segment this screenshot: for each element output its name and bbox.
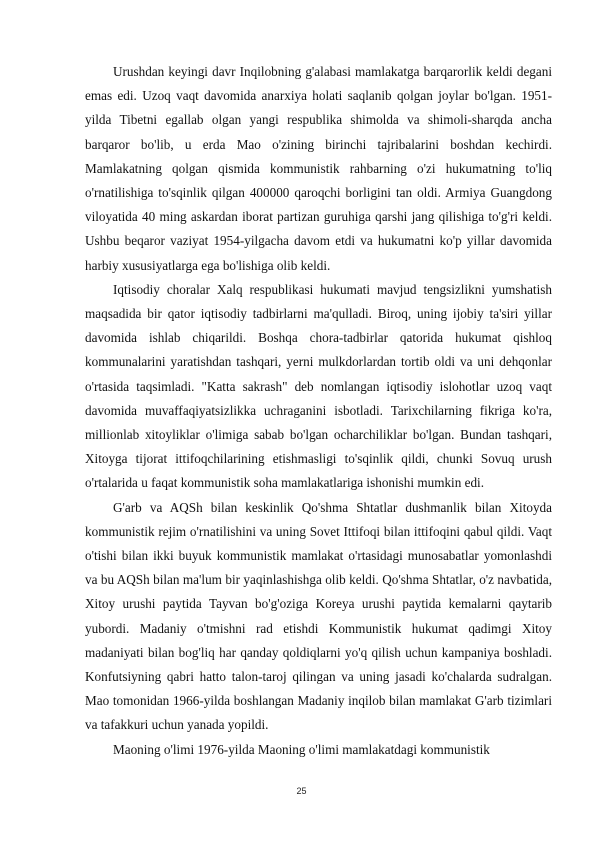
paragraph-post-war-instability: Urushdan keyingi davr Inqilobning g'alabasi mamlakatga barqarorlik keldi degani emas edi. Uzoq vaqt davomida anarxiya holati saqlanib qolgan joylar bo'lgan. 1951-yilda Tibetni egallab olgan yangi respublika shimolda va shimoli-sharqda ancha barqaror bo'lib, u erda Mao o'zining birinchi tajribalarini boshdan kechirdi. Mamlakatning qolgan qismida kommunistik rahbarning o'zi hukumatning to'liq o'rnatilishiga to'sqinlik qilgan 400000 qaroqchi borligini tan oldi. Armiya Guangdong viloyatida 40 ming askardan iborat partizan guruhiga qarshi jang qilishiga to'g'ri keldi. Ushbu beqaror vaziyat 1954-yilgacha davom etdi va hukumatni ko'p yillar davomida harbiy xususiyatlarga ega bo'lishiga olib keldi. (85, 64, 552, 273)
paragraph-mao-death: Maoning o'limi 1976-yilda Maoning o'limi mamlakatdagi kommunistik (113, 741, 490, 757)
paragraph-tension-with-west: G'arb va AQSh bilan keskinlik Qo'shma Shtatlar dushmanlik bilan Xitoyda kommunistik rejim o'rnatilishini va uning Sovet Ittifoqi bilan ittifoqini qabul qildi. Vaqt o'tishi bilan ikki buyuk kommunistik mamlakat o'rtasidagi munosabatlar yomonlashdi va bu AQSh bilan ma'lum bir yaqinlashishga olib keldi. Qo'shma Shtatlar, o'z navbatida, Xitoy urushi paytida Tayvan bo'g'oziga Koreya urushi paytida kemalarni qaytarib yubordi. Madaniy o'tmishni rad etishdi Kommunistik hukumat qadimgi Xitoy madaniyati bilan bog'liq har qanday qoldiqlarni yo'q qilish uchun kampaniya boshladi. Konfutsiyning qabri hatto talon-taroj qilingan va uning jasadi ko'chalarda sudralgan. Mao tomonidan 1966-yilda boshlangan Madaniy inqilob bilan mamlakat G'arb tizimlari va tafakkuri uchun yanada yopildi. (85, 499, 552, 733)
paragraph-economic-measures: Iqtisodiy choralar Xalq respublikasi hukumati mavjud tengsizlikni yumshatish maqsadida bir qator iqtisodiy tadbirlarni ma'qulladi. Biroq, uning ijobiy ta'siri yillar davomida ishlab chiqarildi. Boshqa chora-tadbirlar qatorida hukumat qishloq kommunalarini yaratishdan tashqari, yerni mulkdorlardan tortib oldi va uni dehqonlar o'rtasida taqsimladi. "Katta sakrash" deb nomlangan iqtisodiy islohotlar uzoq vaqt davomida muvaffaqiyatsizlikka uchraganini isbotladi. Tarixchilarning fikriga ko'ra, millionlab xitoyliklar o'limiga sabab bo'lgan ocharchiliklar bo'lgan. Bundan tashqari, Xitoyga tijorat ittifoqchilarining etishmasligi to'sqinlik qildi, chunki Sovuq urush o'rtalarida u faqat kommunistik soha mamlakatlariga ishonishi mumkin edi. (85, 281, 552, 491)
page-number: 25 (296, 786, 307, 796)
document-body (85, 60, 552, 762)
